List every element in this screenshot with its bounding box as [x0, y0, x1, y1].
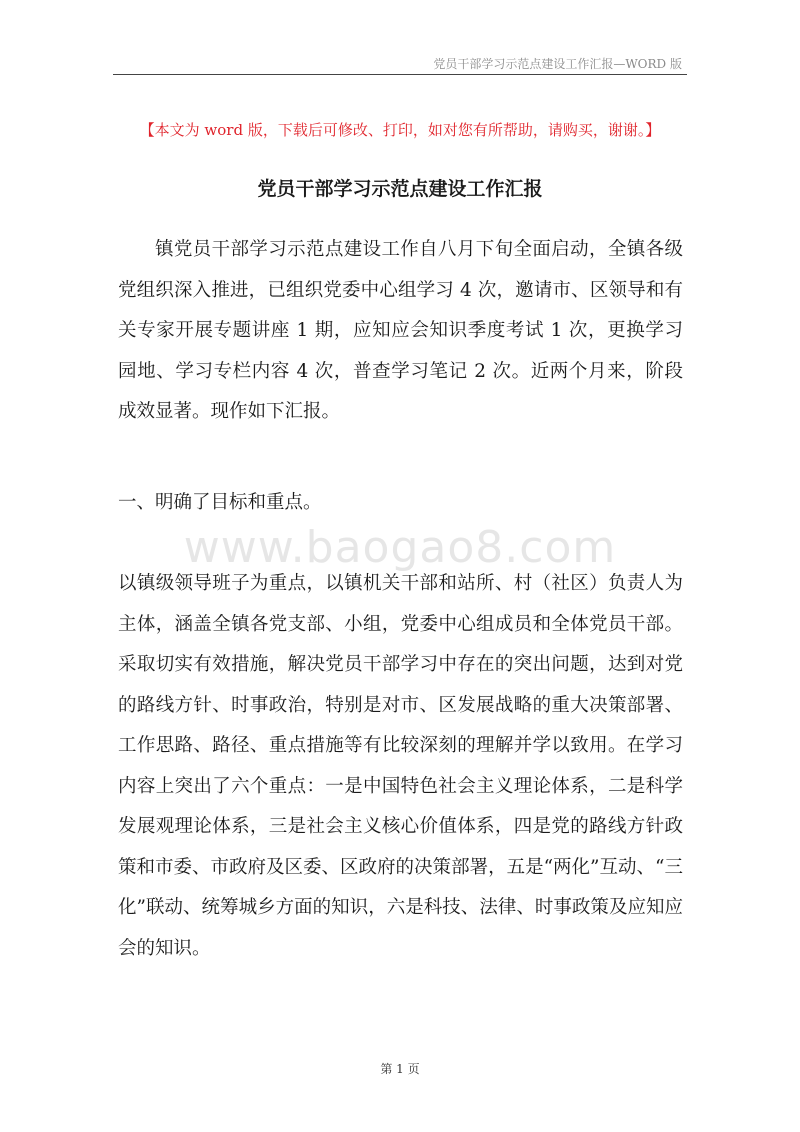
- section-1-heading: 一、明确了目标和重点。: [118, 492, 322, 513]
- header-divider: [113, 74, 687, 75]
- document-title: 党员干部学习示范点建设工作汇报: [257, 178, 543, 200]
- intro-paragraph: 镇党员干部学习示范点建设工作自八月下旬全面启动，全镇各级党组织深入推进，已组织党委中心组学习 4 次，邀请市、区领导和有关专家开展专题讲座 1 期，应知应会知识季度考试 1 次，更换学习园地、学习专栏内容 4 次，普查学习笔记 2 次。近两个月来，阶段成效显著。现作如下汇报。: [118, 239, 683, 422]
- download-notice: 【本文为 word 版，下载后可修改、打印，如对您有所帮助，请购买，谢谢。】: [139, 121, 661, 139]
- watermark: www.baogao8.com: [183, 522, 617, 573]
- section-1-paragraph: 以镇级领导班子为重点，以镇机关干部和站所、村（社区）负责人为主体，涵盖全镇各党支部、小组，党委中心组成员和全体党员干部。采取切实有效措施，解决党员干部学习中存在的突出问题，达到对党的路线方针、时事政治，特别是对市、区发展战略的重大决策部署、工作思路、路径、重点措施等有比较深刻的理解并学以致用。在学习内容上突出了六个重点：一是中国特色社会主义理论体系，二是科学发展观理论体系，三是社会主义核心价值体系，四是党的路线方针政策和市委、市政府及区委、区政府的决策部署，五是“两化”互动、“三化”联动、统筹城乡方面的知识，六是科技、法律、时事政策及应知应会的知识。: [118, 573, 683, 959]
- running-header: 党员干部学习示范点建设工作汇报—WORD 版: [433, 57, 682, 71]
- page-number: 第 1 页: [380, 1062, 420, 1076]
